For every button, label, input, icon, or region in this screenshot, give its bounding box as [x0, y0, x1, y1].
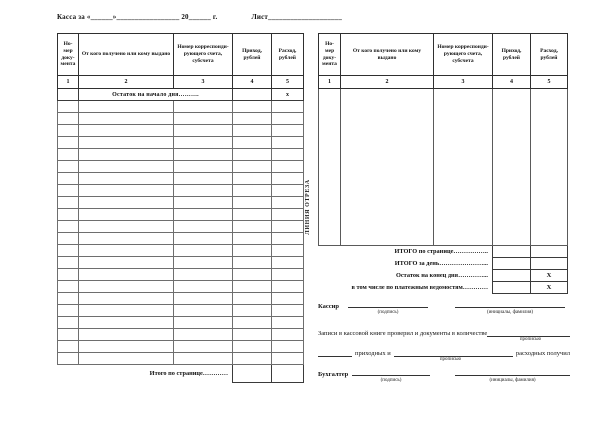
cashier-label: Кассир: [318, 303, 340, 310]
entry-expense-cell: [272, 341, 304, 353]
opening-doc-cell: [58, 89, 79, 101]
entry-from-whom-cell: [79, 161, 174, 173]
entry-row: [58, 353, 304, 365]
entry-expense-cell: [272, 101, 304, 113]
closing-balance-income-cell: [493, 270, 531, 282]
col-num-1: 1: [58, 76, 79, 89]
entry-row: [58, 113, 304, 125]
entry-from-whom-cell: [79, 233, 174, 245]
entry-doc-cell: [58, 257, 79, 269]
accountant-podpis-hint: (подпись): [380, 378, 402, 383]
entry-doc-cell: [58, 209, 79, 221]
entry-doc-cell: [58, 221, 79, 233]
entry-doc-cell: [58, 317, 79, 329]
entry-corr-account-cell: [174, 317, 233, 329]
entry-row: [58, 233, 304, 245]
entry-expense-cell: [272, 305, 304, 317]
entry-from-whom-cell: [79, 317, 174, 329]
entry-income-cell: [233, 113, 272, 125]
entry-income-cell: [233, 257, 272, 269]
entry-expense-cell: [272, 245, 304, 257]
entry-expense-cell: [272, 233, 304, 245]
entry-row: [58, 245, 304, 257]
entry-corr-account-cell: [174, 173, 233, 185]
signature-block: [318, 301, 570, 386]
entry-income-cell: [233, 197, 272, 209]
entry-row: [58, 269, 304, 281]
entry-row: [58, 317, 304, 329]
accountant-hints-row: [318, 378, 570, 386]
entry-row: [58, 305, 304, 317]
cashier-name-hint: (инициалы, фамилия): [486, 310, 534, 315]
entry-doc-cell: [58, 113, 79, 125]
entry-income-cell: [233, 161, 272, 173]
total-per-page-row: [319, 246, 568, 258]
entry-corr-account-cell: [174, 329, 233, 341]
incoming-count-blank: [318, 350, 352, 357]
left-header-row: [58, 34, 304, 76]
entry-from-whom-cell: [79, 137, 174, 149]
entry-corr-account-cell: [174, 185, 233, 197]
entries-doc-cell: [319, 89, 341, 246]
right-entries-area-row: [319, 89, 568, 246]
sheet-number-line: Лист____________________: [251, 13, 343, 21]
entry-corr-account-cell: [174, 197, 233, 209]
records-hint-row: [318, 337, 570, 345]
entry-row: [58, 149, 304, 161]
accountant-name-hint: (инициалы, фамилия): [489, 378, 536, 383]
entry-corr-account-cell: [174, 101, 233, 113]
entry-expense-cell: [272, 221, 304, 233]
total-per-day-expense-cell: [531, 258, 568, 270]
entry-income-cell: [233, 209, 272, 221]
entry-expense-cell: [272, 185, 304, 197]
incoming-outgoing-row: [318, 350, 570, 357]
entry-expense-cell: [272, 293, 304, 305]
cut-line-label: ЛИНИЯ ОТРЕЗА: [305, 179, 311, 235]
accountant-signature-row: [318, 369, 570, 378]
left-page-total-row: [58, 365, 304, 383]
entry-row: [58, 185, 304, 197]
entry-corr-account-cell: [174, 137, 233, 149]
entry-corr-account-cell: [174, 269, 233, 281]
incoming-hint-row: [318, 357, 570, 365]
accountant-name-blank: [455, 369, 570, 376]
entry-expense-cell: [272, 149, 304, 161]
col-num-1: 1: [319, 76, 341, 89]
col-header-doc-number: Но-мер доку-мента: [58, 34, 79, 76]
entry-expense-cell: [272, 269, 304, 281]
total-per-day-label: ИТОГО за день…………………...: [394, 260, 488, 267]
entry-corr-account-cell: [174, 125, 233, 137]
entry-doc-cell: [58, 125, 79, 137]
entry-income-cell: [233, 305, 272, 317]
propisyu-hint-2: прописью: [439, 357, 462, 362]
col-header-corr-account: Номер корреспонди-рующего счета, субсчета: [174, 34, 233, 76]
accountant-signature-blank: [352, 369, 430, 376]
entry-from-whom-cell: [79, 209, 174, 221]
cashier-signature-row: [318, 301, 570, 310]
entry-from-whom-cell: [79, 257, 174, 269]
left-entry-rows: [58, 101, 304, 365]
col-header-income: Приход, рублей: [233, 34, 272, 76]
entry-corr-account-cell: [174, 293, 233, 305]
cashier-hints-row: [318, 310, 570, 318]
entry-from-whom-cell: [79, 101, 174, 113]
entry-corr-account-cell: [174, 305, 233, 317]
entry-corr-account-cell: [174, 149, 233, 161]
total-per-page-income-cell: [493, 246, 531, 258]
col-num-2: 2: [79, 76, 174, 89]
entry-row: [58, 221, 304, 233]
payroll-included-income-cell: [493, 282, 531, 294]
col-header-expense: Расход, рублей: [272, 34, 304, 76]
closing-balance-label: Остаток на конец дня…………...: [395, 272, 488, 279]
entry-corr-account-cell: [174, 221, 233, 233]
entry-doc-cell: [58, 305, 79, 317]
entry-from-whom-cell: [79, 125, 174, 137]
entry-from-whom-cell: [79, 329, 174, 341]
accountant-label: Бухгалтер: [318, 371, 349, 378]
entry-doc-cell: [58, 329, 79, 341]
entry-income-cell: [233, 125, 272, 137]
entry-from-whom-cell: [79, 173, 174, 185]
entry-corr-account-cell: [174, 161, 233, 173]
total-per-day-income-cell: [493, 258, 531, 270]
total-per-page-expense-cell: [531, 246, 568, 258]
col-header-from-whom: От кого получено или кому выдано: [79, 34, 174, 76]
cashier-podpis-hint: (подпись): [377, 310, 399, 315]
entry-from-whom-cell: [79, 293, 174, 305]
entry-doc-cell: [58, 293, 79, 305]
entry-from-whom-cell: [79, 149, 174, 161]
col-header-income: Приход, рублей: [493, 34, 531, 76]
entry-row: [58, 281, 304, 293]
entries-income-cell: [493, 89, 531, 246]
entry-from-whom-cell: [79, 113, 174, 125]
entry-expense-cell: [272, 125, 304, 137]
closing-balance-row: [319, 270, 568, 282]
entry-from-whom-cell: [79, 221, 174, 233]
entry-income-cell: [233, 245, 272, 257]
entry-from-whom-cell: [79, 353, 174, 365]
entry-corr-account-cell: [174, 281, 233, 293]
entry-doc-cell: [58, 137, 79, 149]
opening-balance-row: [58, 89, 304, 101]
entry-income-cell: [233, 353, 272, 365]
entry-doc-cell: [58, 353, 79, 365]
entry-row: [58, 293, 304, 305]
closing-balance-expense-x: Х: [531, 270, 568, 282]
kassa-date-line: Касса за «______»_________________ 20______ г.: [57, 13, 218, 21]
entry-income-cell: [233, 149, 272, 161]
entry-expense-cell: [272, 161, 304, 173]
entry-income-cell: [233, 185, 272, 197]
payroll-included-label: в том числе по платежным ведомостям…………: [351, 284, 488, 291]
col-header-expense: Расход, рублей: [531, 34, 568, 76]
entry-row: [58, 257, 304, 269]
entry-income-cell: [233, 293, 272, 305]
right-header-row: [319, 34, 568, 76]
entries-from-whom-cell: [341, 89, 434, 246]
entry-doc-cell: [58, 197, 79, 209]
entry-corr-account-cell: [174, 341, 233, 353]
col-num-3: 3: [174, 76, 233, 89]
entry-expense-cell: [272, 329, 304, 341]
entry-from-whom-cell: [79, 281, 174, 293]
col-header-corr-account: Номер корреспонди-рующего счета, субсчета: [434, 34, 493, 76]
top-line: [57, 13, 342, 21]
entry-income-cell: [233, 221, 272, 233]
entry-row: [58, 125, 304, 137]
entry-income-cell: [233, 137, 272, 149]
entry-expense-cell: [272, 209, 304, 221]
entry-expense-cell: [272, 257, 304, 269]
cashier-name-blank: [455, 301, 565, 308]
col-num-2: 2: [341, 76, 434, 89]
payroll-included-expense-x: Х: [531, 282, 568, 294]
col-header-from-whom: От кого получено или кому выдано: [341, 34, 434, 76]
entry-expense-cell: [272, 137, 304, 149]
entry-row: [58, 173, 304, 185]
opening-balance-label: Остаток на начало дня……….: [79, 89, 233, 101]
col-num-5: 5: [531, 76, 568, 89]
opening-expense-x: х: [272, 89, 304, 101]
entry-income-cell: [233, 173, 272, 185]
entry-row: [58, 137, 304, 149]
entry-doc-cell: [58, 269, 79, 281]
right-cash-table: [318, 33, 568, 294]
left-cash-table: [57, 33, 304, 383]
entry-income-cell: [233, 101, 272, 113]
entries-expense-cell: [531, 89, 568, 246]
entry-income-cell: [233, 269, 272, 281]
entry-row: [58, 197, 304, 209]
entry-income-cell: [233, 233, 272, 245]
documents-count-blank: [487, 330, 570, 337]
left-column-numbers-row: [58, 76, 304, 89]
entry-row: [58, 341, 304, 353]
entry-income-cell: [233, 329, 272, 341]
entry-corr-account-cell: [174, 209, 233, 221]
col-num-4: 4: [493, 76, 531, 89]
propisyu-hint-1: прописью: [519, 337, 542, 342]
entry-corr-account-cell: [174, 257, 233, 269]
col-num-5: 5: [272, 76, 304, 89]
outgoing-count-blank: [394, 350, 513, 357]
entry-expense-cell: [272, 317, 304, 329]
entry-from-whom-cell: [79, 341, 174, 353]
entry-corr-account-cell: [174, 233, 233, 245]
entry-doc-cell: [58, 245, 79, 257]
entry-doc-cell: [58, 173, 79, 185]
records-checked-label: Записи в кассовой книге проверил и документы в количестве: [318, 330, 488, 337]
entry-from-whom-cell: [79, 197, 174, 209]
page-total-expense-cell: [272, 365, 304, 383]
entry-doc-cell: [58, 149, 79, 161]
entry-from-whom-cell: [79, 305, 174, 317]
entry-corr-account-cell: [174, 245, 233, 257]
cashier-signature-blank: [348, 301, 428, 308]
entry-from-whom-cell: [79, 245, 174, 257]
entry-row: [58, 161, 304, 173]
entry-row: [58, 209, 304, 221]
incoming-label: приходных и: [355, 350, 391, 357]
entry-row: [58, 101, 304, 113]
entry-expense-cell: [272, 353, 304, 365]
entry-income-cell: [233, 281, 272, 293]
total-per-day-row: [319, 258, 568, 270]
entry-doc-cell: [58, 281, 79, 293]
opening-income-cell: [233, 89, 272, 101]
entry-expense-cell: [272, 281, 304, 293]
records-checked-row: [318, 330, 570, 337]
entry-from-whom-cell: [79, 185, 174, 197]
col-num-4: 4: [233, 76, 272, 89]
entry-doc-cell: [58, 233, 79, 245]
page-total-income-cell: [233, 365, 272, 383]
payroll-included-row: [319, 282, 568, 294]
entry-doc-cell: [58, 341, 79, 353]
entry-doc-cell: [58, 101, 79, 113]
col-num-3: 3: [434, 76, 493, 89]
outgoing-received-label: расходных получил: [515, 350, 570, 357]
page-total-label: Итого по странице…………: [149, 370, 228, 378]
right-column-numbers-row: [319, 76, 568, 89]
entry-from-whom-cell: [79, 269, 174, 281]
entry-doc-cell: [58, 185, 79, 197]
col-header-doc-number: Но-мер доку-мента: [319, 34, 341, 76]
entry-corr-account-cell: [174, 353, 233, 365]
entry-doc-cell: [58, 161, 79, 173]
entry-expense-cell: [272, 113, 304, 125]
entry-income-cell: [233, 317, 272, 329]
entries-corr-account-cell: [434, 89, 493, 246]
total-per-page-label: ИТОГО по странице……………..: [394, 248, 488, 256]
entry-expense-cell: [272, 173, 304, 185]
entry-corr-account-cell: [174, 113, 233, 125]
entry-expense-cell: [272, 197, 304, 209]
entry-row: [58, 329, 304, 341]
entry-income-cell: [233, 341, 272, 353]
